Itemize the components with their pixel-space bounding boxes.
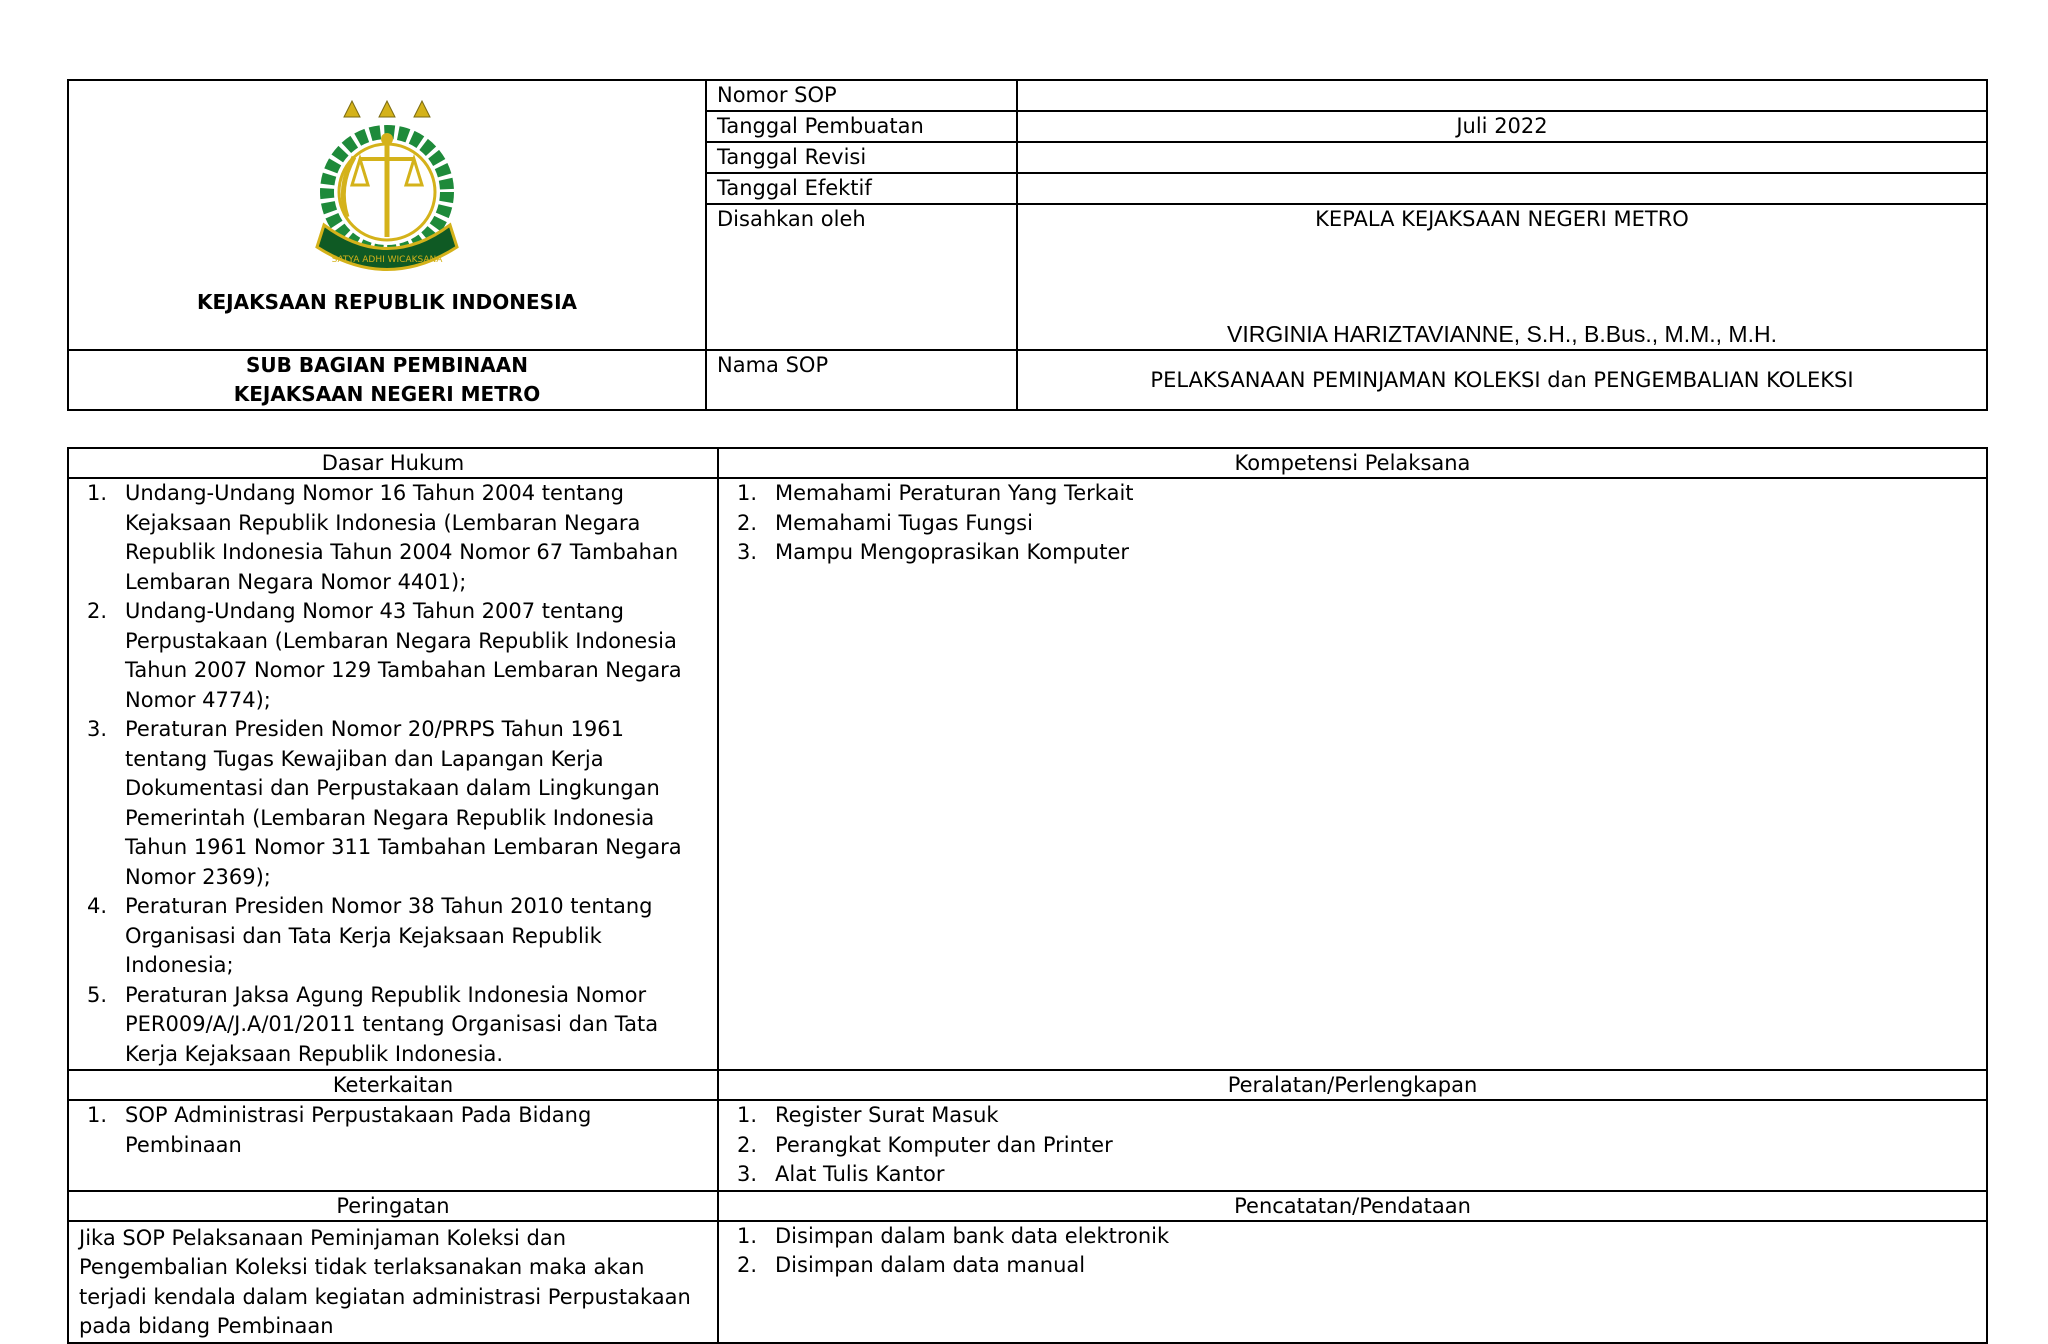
list-item: 2. Memahami Tugas Fungsi	[737, 510, 1033, 535]
peralatan-heading: Peralatan/Perlengkapan	[718, 1070, 1987, 1100]
peringatan-text: Jika SOP Pelaksanaan Peminjaman Koleksi dan Pengembalian Koleksi tidak terlaksanakan maka akan terjadi kendala dalam kegiatan administrasi Perpustakaan pada bidang Pembinaan	[68, 1221, 718, 1343]
sub-unit-line2: KEJAKSAAN NEGERI METRO	[233, 382, 541, 406]
disahkan-cell	[1017, 204, 1987, 350]
sop-detail-table	[67, 447, 1988, 1344]
dasar-hukum-cell	[68, 478, 718, 1070]
list-item: 2. Undang-Undang Nomor 43 Tahun 2007 tentang Perpustakaan (Lembaran Negara Republik Indonesia Tahun 2007 Nomor 129 Tambahan Lembaran Negara Nomor 4774);	[87, 599, 682, 712]
peringatan-heading: Peringatan	[68, 1191, 718, 1221]
keterkaitan-list	[79, 1101, 707, 1160]
pencatatan-heading: Pencatatan/Pendataan	[718, 1191, 1987, 1221]
kompetensi-cell	[718, 478, 1987, 1070]
list-item: 3. Peraturan Presiden Nomor 20/PRPS Tahun 1961 tentang Tugas Kewajiban dan Lapangan Kerja Dokumentasi dan Perpustakaan dalam Lingkungan Pemerintah (Lembaran Negara Republik Indonesia Tahun 1961 Nomor 311 Tambahan Lembaran Negara Nomor 2369);	[87, 717, 682, 889]
logo-cell	[68, 80, 706, 350]
tanggal-revisi-label: Tanggal Revisi	[706, 142, 1017, 173]
sub-unit-line1: SUB BAGIAN PEMBINAAN	[246, 353, 528, 377]
list-item: 2. Perangkat Komputer dan Printer	[737, 1132, 1113, 1157]
pencatatan-list	[729, 1222, 1976, 1281]
keterkaitan-cell	[68, 1100, 718, 1191]
list-item: 5. Peraturan Jaksa Agung Republik Indonesia Nomor PER009/A/J.A/01/2011 tentang Organisasi dan Tata Kerja Kejaksaan Republik Indonesia.	[87, 982, 659, 1066]
disahkan-label: Disahkan oleh	[706, 204, 1017, 350]
tanggal-pembuatan-label: Tanggal Pembuatan	[706, 111, 1017, 142]
kompetensi-heading: Kompetensi Pelaksana	[718, 448, 1987, 478]
sub-unit-cell	[68, 350, 706, 410]
list-item: 1. Register Surat Masuk	[737, 1103, 999, 1127]
list-item: 1. Undang-Undang Nomor 16 Tahun 2004 tentang Kejaksaan Republik Indonesia (Lembaran Negara Republik Indonesia Tahun 2004 Nomor 67 Tambahan Lembaran Negara Nomor 4401);	[87, 481, 679, 594]
emblem-motto: SATYA ADHI WICAKSANA	[331, 255, 443, 265]
list-item: 1. SOP Administrasi Perpustakaan Pada Bidang Pembinaan	[87, 1103, 592, 1157]
kompetensi-list	[729, 479, 1976, 568]
list-item: 1. Memahami Peraturan Yang Terkait	[737, 481, 1134, 505]
signer-name: VIRGINIA HARIZTAVIANNE, S.H., B.Bus., M.M., M.H.	[1227, 321, 1777, 347]
nama-sop-value: PELAKSANAAN PEMINJAMAN KOLEKSI dan PENGEMBALIAN KOLEKSI	[1017, 350, 1987, 410]
tanggal-efektif-value	[1017, 173, 1987, 204]
list-item: 3. Alat Tulis Kantor	[737, 1162, 945, 1186]
tanggal-revisi-value	[1017, 142, 1987, 173]
tanggal-efektif-label: Tanggal Efektif	[706, 173, 1017, 204]
sop-header-table	[67, 79, 1988, 411]
tanggal-pembuatan-value: Juli 2022	[1017, 111, 1987, 142]
nomor-sop-label: Nomor SOP	[706, 80, 1017, 111]
disahkan-title: KEPALA KEJAKSAAN NEGERI METRO	[1315, 207, 1689, 231]
list-item: 4. Peraturan Presiden Nomor 38 Tahun 2010 tentang Organisasi dan Tata Kerja Kejaksaan Republik Indonesia;	[87, 894, 653, 977]
pencatatan-cell	[718, 1221, 1987, 1343]
keterkaitan-heading: Keterkaitan	[68, 1070, 718, 1100]
list-item: 1. Disimpan dalam bank data elektronik	[737, 1223, 1170, 1248]
dasar-hukum-heading: Dasar Hukum	[68, 448, 718, 478]
list-item: 3. Mampu Mengoprasikan Komputer	[737, 540, 1129, 564]
dasar-hukum-list	[79, 479, 707, 1069]
peralatan-cell	[718, 1100, 1987, 1191]
nomor-sop-value	[1017, 80, 1987, 111]
list-item: 2. Disimpan dalam data manual	[737, 1253, 1086, 1277]
org-name: KEJAKSAAN REPUBLIK INDONESIA	[197, 290, 577, 314]
kejaksaan-emblem-icon	[302, 97, 472, 277]
peralatan-list	[729, 1101, 1976, 1190]
nama-sop-label: Nama SOP	[706, 350, 1017, 410]
